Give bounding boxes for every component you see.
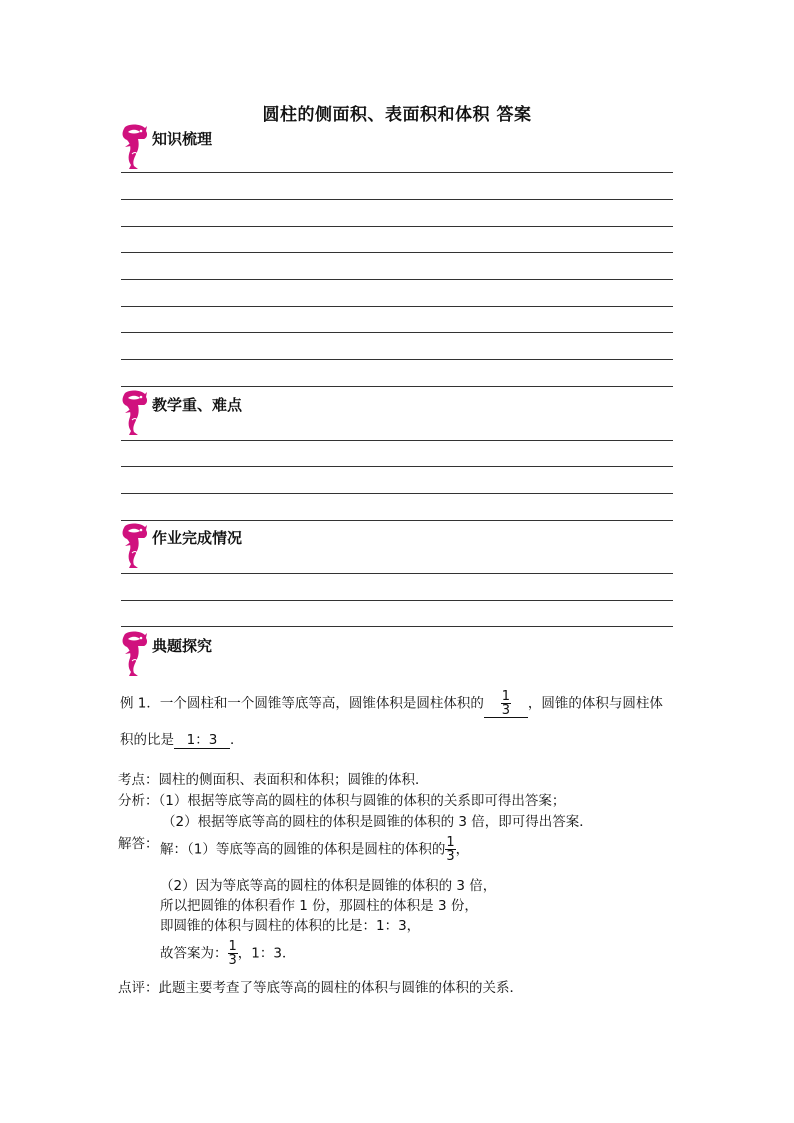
example-question-line1: 例 1．一个圆柱和一个圆锥等底等高，圆锥体积是圆柱体积的 $\frac{1}{3}$ ，圆锥的体积与圆柱体: [120, 689, 663, 718]
section-title: 作业完成情况: [152, 529, 243, 547]
section-examples: [118, 631, 673, 675]
jieda-4: 即圆锥的体积与圆柱的体积的比是：1：3，: [160, 918, 421, 934]
section-title: 知识梳理: [152, 130, 213, 148]
fraction: $\frac{1}{3}$: [228, 939, 237, 968]
section-title: 教学重、难点: [152, 396, 243, 414]
write-line: [121, 573, 673, 574]
write-line: [121, 306, 673, 307]
answer-line: 故答案为： $\frac{1}{3}$ ，1：3．: [160, 939, 296, 968]
answer-blank: 1：3: [174, 728, 230, 749]
fenxi-2: （2）根据等底等高的圆柱的体积是圆锥的体积的 3 倍，即可得出答案．: [162, 814, 593, 830]
dolphin-icon: [118, 390, 150, 436]
write-line: [121, 440, 673, 441]
write-line: [121, 626, 673, 627]
write-line: [121, 466, 673, 467]
write-line: [121, 252, 673, 253]
jieda-1: 解：（1）等底等高的圆锥的体积是圆柱的体积的 $\frac{1}{3}$ ，: [160, 835, 470, 864]
answer-blank: [484, 690, 528, 718]
fraction: $\frac{1}{3}$: [501, 689, 511, 718]
fenxi-1: 分析：（1）根据等底等高的圆柱的体积与圆锥的体积的关系即可得出答案；: [118, 793, 566, 809]
dolphin-icon: [118, 523, 150, 569]
section-knowledge: [118, 124, 673, 168]
dianping: 点评：此题主要考查了等底等高的圆柱的体积与圆锥的体积的关系．: [118, 980, 523, 996]
fraction: $\frac{1}{3}$: [446, 835, 455, 864]
jieda-2: （2）因为等底等高的圆柱的体积是圆锥的体积的 3 倍，: [160, 878, 497, 894]
write-line: [121, 493, 673, 494]
write-line: [121, 600, 673, 601]
jieda-label: 解答：: [118, 836, 159, 852]
example-question-line2: 积的比是 1：3 ．: [120, 728, 244, 749]
section-title: 典题探究: [152, 637, 213, 655]
write-line: [121, 332, 673, 333]
section-key-points: [118, 390, 673, 434]
write-line: [121, 226, 673, 227]
dolphin-icon: [118, 124, 150, 170]
page-title: 圆柱的侧面积、表面积和体积 答案: [262, 105, 532, 125]
section-homework: [118, 523, 673, 567]
write-line: [121, 199, 673, 200]
write-line: [121, 359, 673, 360]
write-line: [121, 279, 673, 280]
write-line: [121, 172, 673, 173]
write-line: [121, 520, 673, 521]
kaodian: 考点：圆柱的侧面积、表面积和体积；圆锥的体积．: [118, 772, 429, 788]
dolphin-icon: [118, 631, 150, 677]
jieda-3: 所以把圆锥的体积看作 1 份，那圆柱的体积是 3 份，: [160, 898, 478, 914]
write-line: [121, 386, 673, 387]
